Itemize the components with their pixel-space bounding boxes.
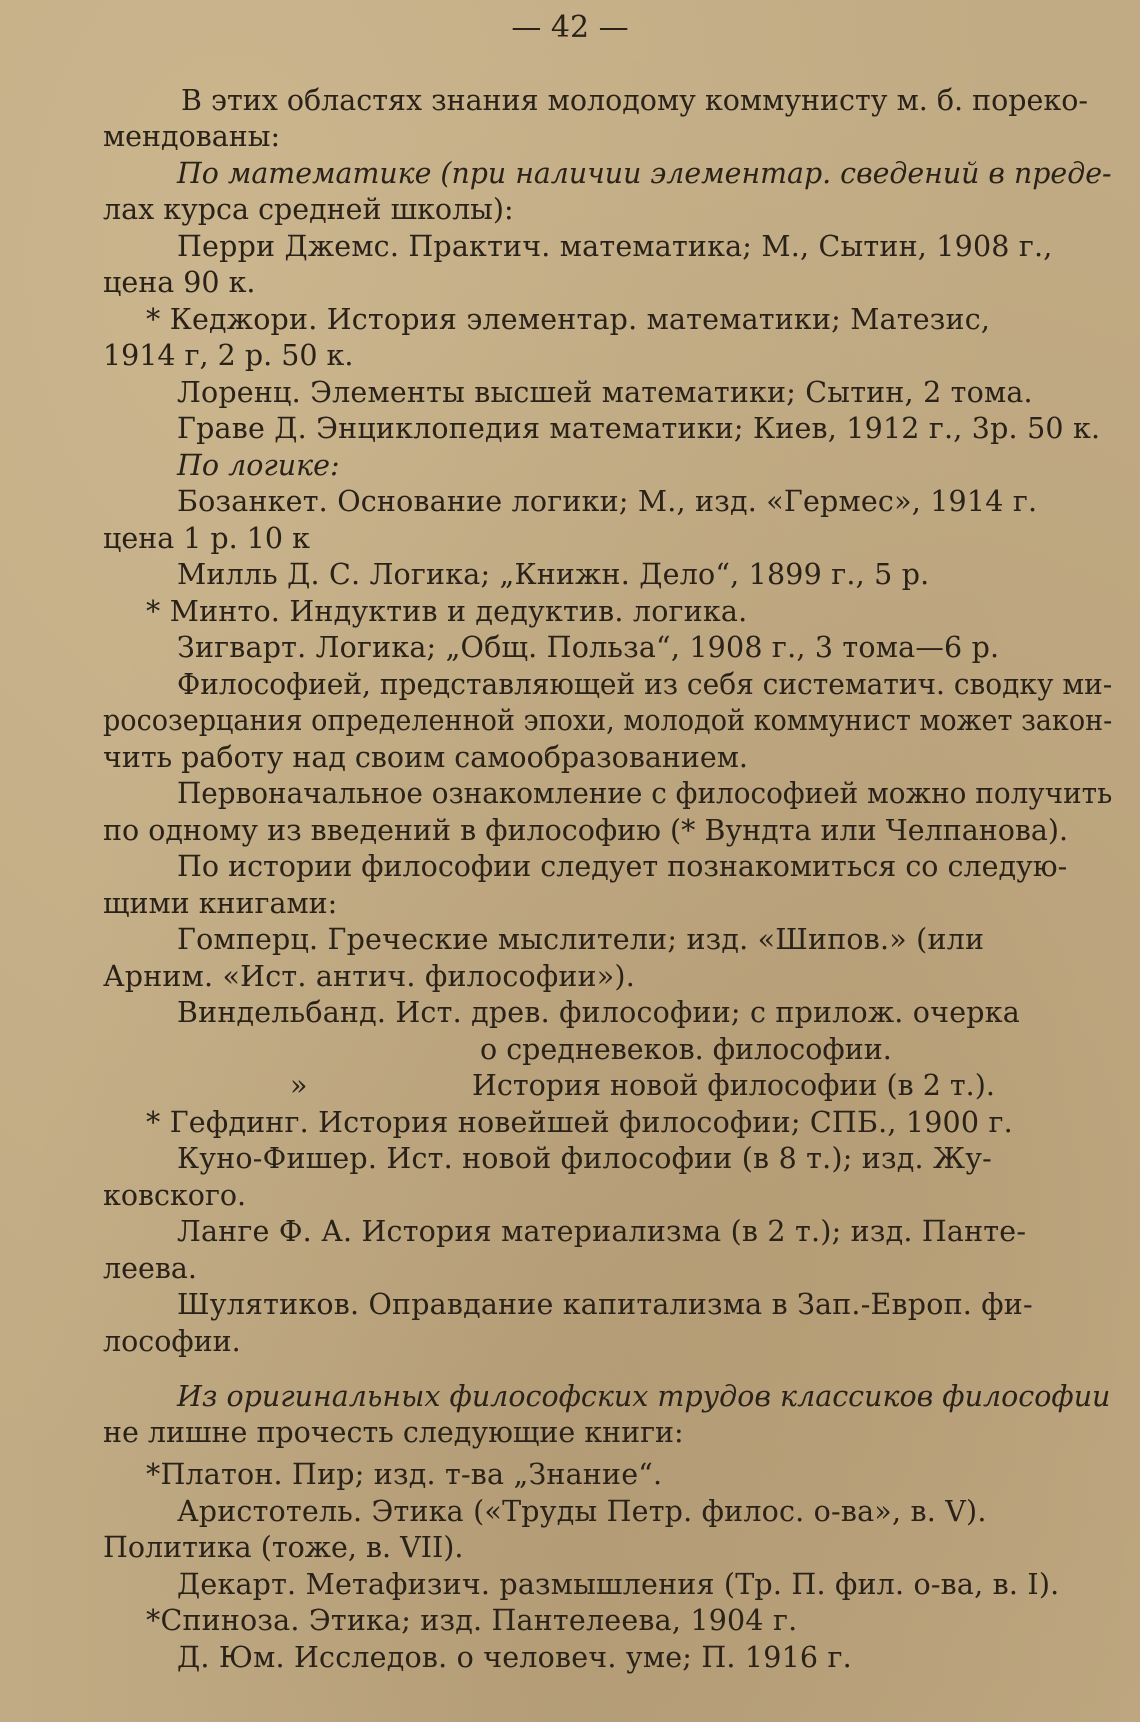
ditto-mark: » xyxy=(290,1069,308,1102)
text-line: В этих областях знания молодому коммунисту м. б. пореко- xyxy=(181,84,1089,117)
section-heading: Из оригинальных философских трудов классиков философии xyxy=(177,1380,1111,1413)
text-line: лах курса средней школы): xyxy=(103,193,514,226)
text-line: леева. xyxy=(103,1252,197,1285)
text-line: цена 90 к. xyxy=(103,266,256,299)
text-line: Философией, представляющей из себя систематич. сводку ми- xyxy=(177,668,1113,701)
bibliography-entry: Аристотель. Этика («Труды Петр. филос. о-ва», в. V). xyxy=(177,1495,987,1528)
bibliography-entry: Виндельбанд. Ист. древ. философии; с прилож. очерка xyxy=(177,996,1020,1029)
text-line: Политика (тоже, в. VII). xyxy=(103,1531,464,1564)
section-heading: По логике: xyxy=(177,449,340,482)
text-line: Первоначальное ознакомление с философией можно получить xyxy=(177,777,1113,810)
bibliography-entry: *Платон. Пир; изд. т-ва „Знание“. xyxy=(146,1458,663,1491)
bibliography-entry: Декарт. Метафизич. размышления (Тр. П. фил. о-ва, в. I). xyxy=(177,1568,1060,1601)
text-line: росозерцания определенной эпохи, молодой коммунист может закон- xyxy=(103,704,1113,737)
bibliography-entry: Д. Юм. Исследов. о человеч. уме; П. 1916 г. xyxy=(177,1641,852,1674)
text-line: о средневеков. философии. xyxy=(480,1033,892,1066)
bibliography-entry: *Спиноза. Этика; изд. Пантелеева, 1904 г. xyxy=(146,1604,798,1637)
bibliography-entry: Шулятиков. Оправдание капитализма в Зап.-Европ. фи- xyxy=(177,1288,1033,1321)
text-line: чить работу над своим самообразованием. xyxy=(103,741,748,774)
text-line: 1914 г, 2 р. 50 к. xyxy=(103,339,354,372)
bibliography-entry: Зигварт. Логика; „Общ. Польза“, 1908 г., 3 тома—6 р. xyxy=(177,631,1000,664)
bibliography-entry: Ланге Ф. А. История материализма (в 2 т.); изд. Панте- xyxy=(177,1215,1027,1248)
bibliography-entry: * Минто. Индуктив и дедуктив. логика. xyxy=(146,595,748,628)
text-line: История новой философии (в 2 т.). xyxy=(472,1069,995,1102)
text-line: ковского. xyxy=(103,1179,247,1212)
bibliography-entry: Арним. «Ист. антич. философии»). xyxy=(103,960,635,993)
bibliography-entry: Перри Джемс. Практич. математика; М., Сытин, 1908 г., xyxy=(177,230,1053,263)
text-line: цена 1 р. 10 к xyxy=(103,522,310,555)
bibliography-entry: Бозанкет. Основание логики; М., изд. «Гермес», 1914 г. xyxy=(177,485,1038,518)
bibliography-entry: * Гефдинг. История новейшей философии; СПБ., 1900 г. xyxy=(146,1106,1013,1139)
text-line: щими книгами: xyxy=(103,887,338,920)
bibliography-entry: Граве Д. Энциклопедия математики; Киев, 1912 г., 3р. 50 к. xyxy=(177,412,1101,445)
text-line: не лишне прочесть следующие книги: xyxy=(103,1416,684,1449)
text-line: мендованы: xyxy=(103,120,281,153)
bibliography-entry: Милль Д. С. Логика; „Книжн. Дело“, 1899 г., 5 р. xyxy=(177,558,930,591)
bibliography-entry: Гомперц. Греческие мыслители; изд. «Шипов.» (или xyxy=(177,923,985,956)
text-line: лософии. xyxy=(103,1325,241,1358)
bibliography-entry: * Кеджори. История элементар. математики; Матезис, xyxy=(146,303,991,336)
page-number: — 42 — xyxy=(511,10,629,45)
text-line: По истории философии следует познакомиться со следую- xyxy=(177,850,1068,883)
text-line: по одному из введений в философию (* Вундта или Челпанова). xyxy=(103,814,1069,847)
bibliography-entry: Лоренц. Элементы высшей математики; Сытин, 2 тома. xyxy=(177,376,1033,409)
bibliography-entry: Куно-Фишер. Ист. новой философии (в 8 т.); изд. Жу- xyxy=(177,1142,992,1175)
section-heading: По математике (при наличии элементар. сведений в преде- xyxy=(177,157,1112,190)
